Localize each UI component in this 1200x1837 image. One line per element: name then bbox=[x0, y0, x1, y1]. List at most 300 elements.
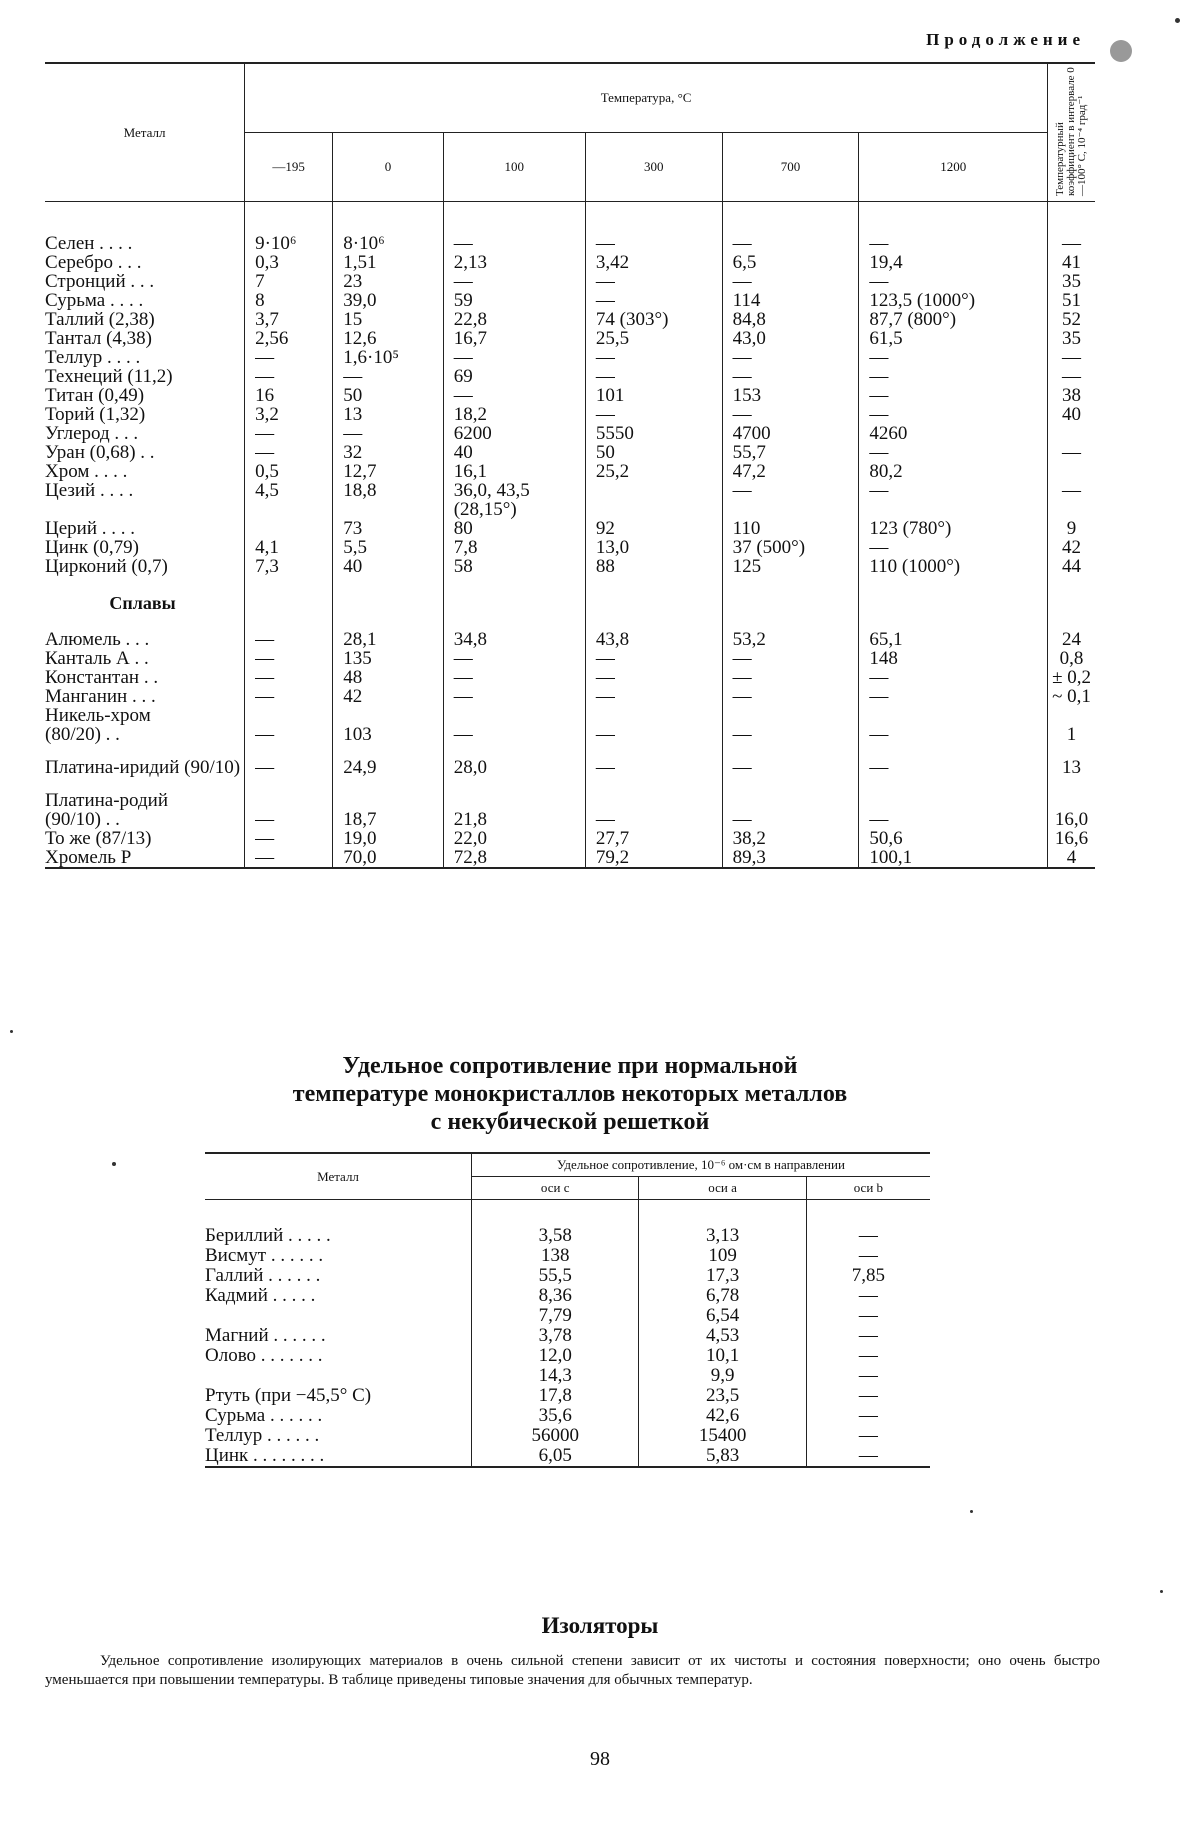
value-cell: 10,1 bbox=[639, 1346, 806, 1366]
spacer-row bbox=[45, 744, 1095, 758]
value-cell: — bbox=[245, 687, 333, 706]
temperature-column-header: —195 bbox=[245, 133, 333, 202]
metal-column-header: Металл bbox=[45, 63, 245, 202]
continuation-label: Продолжение bbox=[926, 30, 1085, 49]
insulators-paragraph: Удельное сопротивление изолирующих материалов в очень сильной степени зависит от их чистоты и состояния поверхности; оно очень быстро уменьшается при повышении температуры. В таблице приведены типовые значения для обычных температур. bbox=[45, 1653, 1100, 1688]
table-row bbox=[45, 668, 1095, 687]
value-cell: 36,0, 43,5 bbox=[443, 481, 585, 500]
value-cell: 42,6 bbox=[639, 1406, 806, 1426]
value-cell: — bbox=[806, 1426, 930, 1446]
temperature-group-header: Температура, °С bbox=[245, 63, 1048, 133]
table-row bbox=[205, 1266, 930, 1286]
coefficient-cell: 51 bbox=[1048, 291, 1095, 310]
value-cell: 25,2 bbox=[585, 462, 722, 481]
metal-name: Серебро . . . bbox=[45, 252, 142, 273]
value-cell bbox=[585, 576, 722, 630]
coefficient-cell: 0,8 bbox=[1048, 649, 1095, 668]
value-cell: 92 bbox=[585, 519, 722, 538]
direction-group-header: Удельное сопротивление, 10⁻⁶ ом·см в направлении bbox=[472, 1153, 931, 1177]
metal-name: Ртуть (при −45,5° С) bbox=[205, 1385, 372, 1406]
value-cell bbox=[722, 777, 859, 791]
value-cell bbox=[859, 744, 1048, 758]
value-cell: — bbox=[245, 829, 333, 848]
value-cell bbox=[443, 576, 585, 630]
value-cell: — bbox=[859, 405, 1048, 424]
value-cell bbox=[585, 202, 722, 235]
value-cell: 7,85 bbox=[806, 1266, 930, 1286]
metal-name: Висмут . . . . . . bbox=[205, 1245, 324, 1266]
value-cell: 3,13 bbox=[639, 1226, 806, 1246]
value-cell: — bbox=[333, 424, 443, 443]
value-cell: 56000 bbox=[472, 1426, 639, 1446]
coefficient-cell: 42 bbox=[1048, 538, 1095, 557]
metal-name: Церий . . . . bbox=[45, 518, 135, 539]
coefficient-cell bbox=[1048, 791, 1095, 810]
value-cell: 4700 bbox=[722, 424, 859, 443]
coefficient-cell bbox=[1048, 462, 1095, 481]
value-cell: 80,2 bbox=[859, 462, 1048, 481]
table-row bbox=[45, 253, 1095, 272]
value-cell: — bbox=[722, 405, 859, 424]
value-cell: 25,5 bbox=[585, 329, 722, 348]
table-row bbox=[45, 443, 1095, 462]
heading-line: температуре монокристаллов некоторых металлов bbox=[292, 1081, 848, 1107]
value-cell: — bbox=[859, 758, 1048, 777]
value-cell: 110 (1000°) bbox=[859, 557, 1048, 576]
table-row bbox=[45, 424, 1095, 443]
scan-speck bbox=[970, 1510, 973, 1513]
value-cell bbox=[1048, 202, 1095, 235]
value-cell bbox=[859, 791, 1048, 810]
value-cell: 37 (500°) bbox=[722, 538, 859, 557]
value-cell: 4,1 bbox=[245, 538, 333, 557]
coefficient-cell: 35 bbox=[1048, 272, 1095, 291]
value-cell: — bbox=[859, 348, 1048, 367]
value-cell bbox=[443, 777, 585, 791]
value-cell: 23 bbox=[333, 272, 443, 291]
value-cell: — bbox=[806, 1366, 930, 1386]
value-cell: 12,0 bbox=[472, 1346, 639, 1366]
value-cell: 27,7 bbox=[585, 829, 722, 848]
value-cell: 9·10⁶ bbox=[245, 234, 333, 253]
table-row bbox=[45, 829, 1095, 848]
value-cell: 3,2 bbox=[245, 405, 333, 424]
table-row bbox=[205, 1426, 930, 1446]
metal-name: Стронций . . . bbox=[45, 271, 155, 292]
value-cell: — bbox=[585, 687, 722, 706]
metal-column-header: Металл bbox=[205, 1153, 472, 1200]
value-cell: 101 bbox=[585, 386, 722, 405]
value-cell: 39,0 bbox=[333, 291, 443, 310]
value-cell: 38,2 bbox=[722, 829, 859, 848]
value-cell: — bbox=[859, 386, 1048, 405]
value-cell: — bbox=[722, 367, 859, 386]
value-cell bbox=[472, 1200, 639, 1227]
table-row bbox=[205, 1386, 930, 1406]
value-cell: 61,5 bbox=[859, 329, 1048, 348]
metal-name: (80/20) . . bbox=[45, 724, 120, 745]
table-row bbox=[45, 706, 1095, 725]
value-cell: 1,6·10⁵ bbox=[333, 348, 443, 367]
coefficient-cell: — bbox=[1048, 443, 1095, 462]
table-row bbox=[45, 500, 1095, 519]
spacer-row bbox=[45, 202, 1095, 235]
value-cell bbox=[585, 777, 722, 791]
metal-name: Технеций (11,2) bbox=[45, 366, 173, 387]
metal-name: Константан . . bbox=[45, 667, 159, 688]
axis-column-header: оси b bbox=[806, 1177, 930, 1200]
value-cell: 55,5 bbox=[472, 1266, 639, 1286]
temperature-column-header: 300 bbox=[585, 133, 722, 202]
value-cell: — bbox=[245, 443, 333, 462]
value-cell: 22,8 bbox=[443, 310, 585, 329]
value-cell: 69 bbox=[443, 367, 585, 386]
table-row bbox=[45, 291, 1095, 310]
metal-name: Торий (1,32) bbox=[45, 404, 146, 425]
value-cell: 89,3 bbox=[722, 848, 859, 868]
table-row bbox=[205, 1246, 930, 1266]
value-cell: 8·10⁶ bbox=[333, 234, 443, 253]
coefficient-cell bbox=[1048, 500, 1095, 519]
value-cell bbox=[585, 791, 722, 810]
value-cell: 4,53 bbox=[639, 1326, 806, 1346]
value-cell: — bbox=[722, 687, 859, 706]
value-cell: 153 bbox=[722, 386, 859, 405]
value-cell: 2,13 bbox=[443, 253, 585, 272]
table-row bbox=[205, 1446, 930, 1467]
value-cell: — bbox=[722, 810, 859, 829]
value-cell: — bbox=[859, 810, 1048, 829]
section-label: Сплавы bbox=[109, 592, 176, 613]
value-cell: 8 bbox=[245, 291, 333, 310]
value-cell bbox=[333, 500, 443, 519]
value-cell: 34,8 bbox=[443, 630, 585, 649]
metal-name: Манганин . . . bbox=[45, 686, 156, 707]
value-cell: 12,6 bbox=[333, 329, 443, 348]
value-cell: — bbox=[245, 424, 333, 443]
coefficient-cell: 9 bbox=[1048, 519, 1095, 538]
value-cell: — bbox=[245, 758, 333, 777]
value-cell: — bbox=[585, 291, 722, 310]
value-cell: — bbox=[859, 234, 1048, 253]
value-cell: — bbox=[333, 367, 443, 386]
value-cell: 65,1 bbox=[859, 630, 1048, 649]
value-cell: 13,0 bbox=[585, 538, 722, 557]
value-cell bbox=[722, 744, 859, 758]
value-cell bbox=[333, 706, 443, 725]
table-row bbox=[205, 1286, 930, 1306]
coefficient-cell: 52 bbox=[1048, 310, 1095, 329]
coefficient-cell bbox=[1048, 706, 1095, 725]
value-cell: 4260 bbox=[859, 424, 1048, 443]
value-cell: 58 bbox=[443, 557, 585, 576]
coefficient-cell bbox=[1048, 424, 1095, 443]
value-cell bbox=[722, 576, 859, 630]
metal-name: Олово . . . . . . . bbox=[205, 1345, 323, 1366]
value-cell: — bbox=[585, 810, 722, 829]
table-row bbox=[45, 687, 1095, 706]
value-cell: 123,5 (1000°) bbox=[859, 291, 1048, 310]
coefficient-cell: ~ 0,1 bbox=[1048, 687, 1095, 706]
coefficient-cell: 35 bbox=[1048, 329, 1095, 348]
table-row bbox=[45, 848, 1095, 868]
metal-name: Теллур . . . . . . bbox=[205, 1425, 320, 1446]
table-row bbox=[205, 1406, 930, 1426]
value-cell bbox=[245, 744, 333, 758]
value-cell: 70,0 bbox=[333, 848, 443, 868]
table-row bbox=[205, 1306, 930, 1326]
value-cell: — bbox=[585, 405, 722, 424]
value-cell: 42 bbox=[333, 687, 443, 706]
value-cell: — bbox=[245, 810, 333, 829]
temperature-column-header: 700 bbox=[722, 133, 859, 202]
table-row bbox=[45, 462, 1095, 481]
value-cell: 5,5 bbox=[333, 538, 443, 557]
coefficient-cell: 13 bbox=[1048, 758, 1095, 777]
page-number: 98 bbox=[590, 1748, 610, 1770]
metal-name: Галлий . . . . . . bbox=[205, 1265, 321, 1286]
value-cell: 35,6 bbox=[472, 1406, 639, 1426]
metal-name: То же (87/13) bbox=[45, 828, 152, 849]
metal-name: Цезий . . . . bbox=[45, 480, 134, 501]
value-cell: — bbox=[443, 649, 585, 668]
coefficient-cell: 40 bbox=[1048, 405, 1095, 424]
axis-column-header: оси c bbox=[472, 1177, 639, 1200]
value-cell bbox=[205, 1200, 472, 1227]
table-row bbox=[45, 405, 1095, 424]
coefficient-cell: — bbox=[1048, 348, 1095, 367]
value-cell: 100,1 bbox=[859, 848, 1048, 868]
value-cell: — bbox=[806, 1306, 930, 1326]
table-row bbox=[45, 758, 1095, 777]
value-cell: 17,8 bbox=[472, 1386, 639, 1406]
value-cell: — bbox=[245, 725, 333, 744]
metal-name: Титан (0,49) bbox=[45, 385, 145, 406]
metal-name: Никель-хром bbox=[45, 705, 151, 726]
value-cell: 74 (303°) bbox=[585, 310, 722, 329]
value-cell: 5550 bbox=[585, 424, 722, 443]
heading-line: с некубической решеткой bbox=[430, 1109, 710, 1135]
single-crystal-table bbox=[205, 1152, 930, 1468]
value-cell bbox=[443, 706, 585, 725]
value-cell: 18,8 bbox=[333, 481, 443, 500]
value-cell: 14,3 bbox=[472, 1366, 639, 1386]
value-cell: 6,05 bbox=[472, 1446, 639, 1467]
value-cell: — bbox=[722, 348, 859, 367]
coefficient-cell: 38 bbox=[1048, 386, 1095, 405]
table-row bbox=[45, 348, 1095, 367]
value-cell: — bbox=[585, 367, 722, 386]
value-cell: — bbox=[806, 1406, 930, 1426]
table-row bbox=[45, 538, 1095, 557]
metal-name: Уран (0,68) . . bbox=[45, 442, 155, 463]
coefficient-cell: — bbox=[1048, 367, 1095, 386]
value-cell: — bbox=[859, 481, 1048, 500]
temperature-column-header: 0 bbox=[333, 133, 443, 202]
metal-name: Платина-иридий (90/10) bbox=[45, 757, 241, 778]
table-row bbox=[45, 630, 1095, 649]
value-cell bbox=[245, 202, 333, 235]
coefficient-header-text: Температурный коэффициент в интервале 0—100° С, 10⁻⁴ град⁻¹ bbox=[1054, 67, 1089, 196]
value-cell: 16 bbox=[245, 386, 333, 405]
value-cell: — bbox=[859, 668, 1048, 687]
value-cell: 15 bbox=[333, 310, 443, 329]
value-cell: 114 bbox=[722, 291, 859, 310]
value-cell bbox=[245, 706, 333, 725]
value-cell: 16,1 bbox=[443, 462, 585, 481]
table-row bbox=[45, 234, 1095, 253]
value-cell: 7 bbox=[245, 272, 333, 291]
scan-speck bbox=[112, 1162, 116, 1166]
value-cell: — bbox=[722, 272, 859, 291]
scan-speck bbox=[10, 1030, 13, 1033]
value-cell bbox=[585, 500, 722, 519]
value-cell bbox=[1048, 777, 1095, 791]
value-cell bbox=[859, 576, 1048, 630]
value-cell: 7,8 bbox=[443, 538, 585, 557]
table-row bbox=[45, 272, 1095, 291]
value-cell: 50 bbox=[585, 443, 722, 462]
value-cell: 72,8 bbox=[443, 848, 585, 868]
temperature-column-header: 1200 bbox=[859, 133, 1048, 202]
table-row bbox=[45, 367, 1095, 386]
table-row bbox=[45, 791, 1095, 810]
axis-column-header: оси a bbox=[639, 1177, 806, 1200]
value-cell: 80 bbox=[443, 519, 585, 538]
value-cell: — bbox=[859, 538, 1048, 557]
value-cell bbox=[443, 744, 585, 758]
table-row bbox=[45, 386, 1095, 405]
metal-name bbox=[205, 1366, 472, 1386]
metal-name: Хромель Р bbox=[45, 848, 245, 868]
metal-name: Сурьма . . . . . . bbox=[205, 1405, 323, 1426]
value-cell: 43,8 bbox=[585, 630, 722, 649]
value-cell bbox=[859, 777, 1048, 791]
value-cell bbox=[639, 1200, 806, 1227]
value-cell: — bbox=[443, 668, 585, 687]
value-cell: — bbox=[722, 649, 859, 668]
scan-speck bbox=[1110, 40, 1132, 62]
value-cell: 138 bbox=[472, 1246, 639, 1266]
value-cell: 0,3 bbox=[245, 253, 333, 272]
section-row bbox=[45, 576, 1095, 630]
metal-cell bbox=[45, 777, 245, 791]
value-cell bbox=[333, 202, 443, 235]
metal-name: Цирконий (0,7) bbox=[45, 556, 168, 577]
metal-name: Селен . . . . bbox=[45, 233, 133, 254]
value-cell: (28,15°) bbox=[443, 500, 585, 519]
value-cell: — bbox=[585, 649, 722, 668]
section-heading-insulators: Изоляторы bbox=[541, 1613, 659, 1638]
value-cell: 103 bbox=[333, 725, 443, 744]
coefficient-cell: 1 bbox=[1048, 725, 1095, 744]
table-row bbox=[45, 557, 1095, 576]
value-cell: 1,51 bbox=[333, 253, 443, 272]
coefficient-cell: — bbox=[1048, 481, 1095, 500]
metal-name: Таллий (2,38) bbox=[45, 309, 155, 330]
value-cell: — bbox=[722, 481, 859, 500]
value-cell: 53,2 bbox=[722, 630, 859, 649]
value-cell: 23,5 bbox=[639, 1386, 806, 1406]
value-cell: — bbox=[245, 348, 333, 367]
metal-name: Тантал (4,38) bbox=[45, 328, 153, 349]
metal-name: Углерод . . . bbox=[45, 423, 139, 444]
value-cell: 148 bbox=[859, 649, 1048, 668]
value-cell: 32 bbox=[333, 443, 443, 462]
value-cell: — bbox=[585, 234, 722, 253]
value-cell bbox=[245, 500, 333, 519]
value-cell: — bbox=[806, 1246, 930, 1266]
value-cell: — bbox=[859, 725, 1048, 744]
value-cell: — bbox=[585, 725, 722, 744]
value-cell: 19,4 bbox=[859, 253, 1048, 272]
value-cell bbox=[722, 202, 859, 235]
value-cell: — bbox=[585, 668, 722, 687]
value-cell: 5,83 bbox=[639, 1446, 806, 1467]
value-cell bbox=[585, 706, 722, 725]
value-cell: — bbox=[585, 272, 722, 291]
coefficient-cell: — bbox=[1048, 234, 1095, 253]
value-cell bbox=[859, 706, 1048, 725]
value-cell: 125 bbox=[722, 557, 859, 576]
metal-cell bbox=[45, 202, 245, 235]
value-cell bbox=[722, 706, 859, 725]
value-cell bbox=[333, 576, 443, 630]
resistivity-table bbox=[45, 62, 1095, 869]
value-cell: 40 bbox=[443, 443, 585, 462]
table-row bbox=[45, 725, 1095, 744]
value-cell bbox=[585, 481, 722, 500]
value-cell: 28,1 bbox=[333, 630, 443, 649]
value-cell: 3,78 bbox=[472, 1326, 639, 1346]
value-cell: — bbox=[443, 272, 585, 291]
metal-name: Хром . . . . bbox=[45, 461, 128, 482]
value-cell bbox=[333, 744, 443, 758]
value-cell bbox=[245, 791, 333, 810]
value-cell bbox=[859, 202, 1048, 235]
scan-speck bbox=[1160, 1590, 1163, 1593]
table-row bbox=[45, 519, 1095, 538]
value-cell: — bbox=[806, 1286, 930, 1306]
value-cell: 84,8 bbox=[722, 310, 859, 329]
value-cell: 55,7 bbox=[722, 443, 859, 462]
spacer-row bbox=[205, 1200, 930, 1227]
value-cell: — bbox=[722, 234, 859, 253]
value-cell: 2,56 bbox=[245, 329, 333, 348]
coefficient-column-header bbox=[1048, 63, 1095, 202]
coefficient-cell: 44 bbox=[1048, 557, 1095, 576]
value-cell: 0,5 bbox=[245, 462, 333, 481]
value-cell: 22,0 bbox=[443, 829, 585, 848]
table-row bbox=[45, 481, 1095, 500]
value-cell: 16,7 bbox=[443, 329, 585, 348]
value-cell: — bbox=[859, 272, 1048, 291]
value-cell: — bbox=[245, 848, 333, 868]
metal-name: Магний . . . . . . bbox=[205, 1325, 326, 1346]
value-cell: — bbox=[245, 367, 333, 386]
value-cell: 50,6 bbox=[859, 829, 1048, 848]
value-cell: 40 bbox=[333, 557, 443, 576]
value-cell bbox=[245, 519, 333, 538]
value-cell: 12,7 bbox=[333, 462, 443, 481]
value-cell: 73 bbox=[333, 519, 443, 538]
value-cell: — bbox=[806, 1346, 930, 1366]
value-cell: 3,58 bbox=[472, 1226, 639, 1246]
metal-name bbox=[205, 1306, 472, 1326]
value-cell: 47,2 bbox=[722, 462, 859, 481]
value-cell: 3,7 bbox=[245, 310, 333, 329]
metal-name: Платина-родий bbox=[45, 790, 168, 811]
